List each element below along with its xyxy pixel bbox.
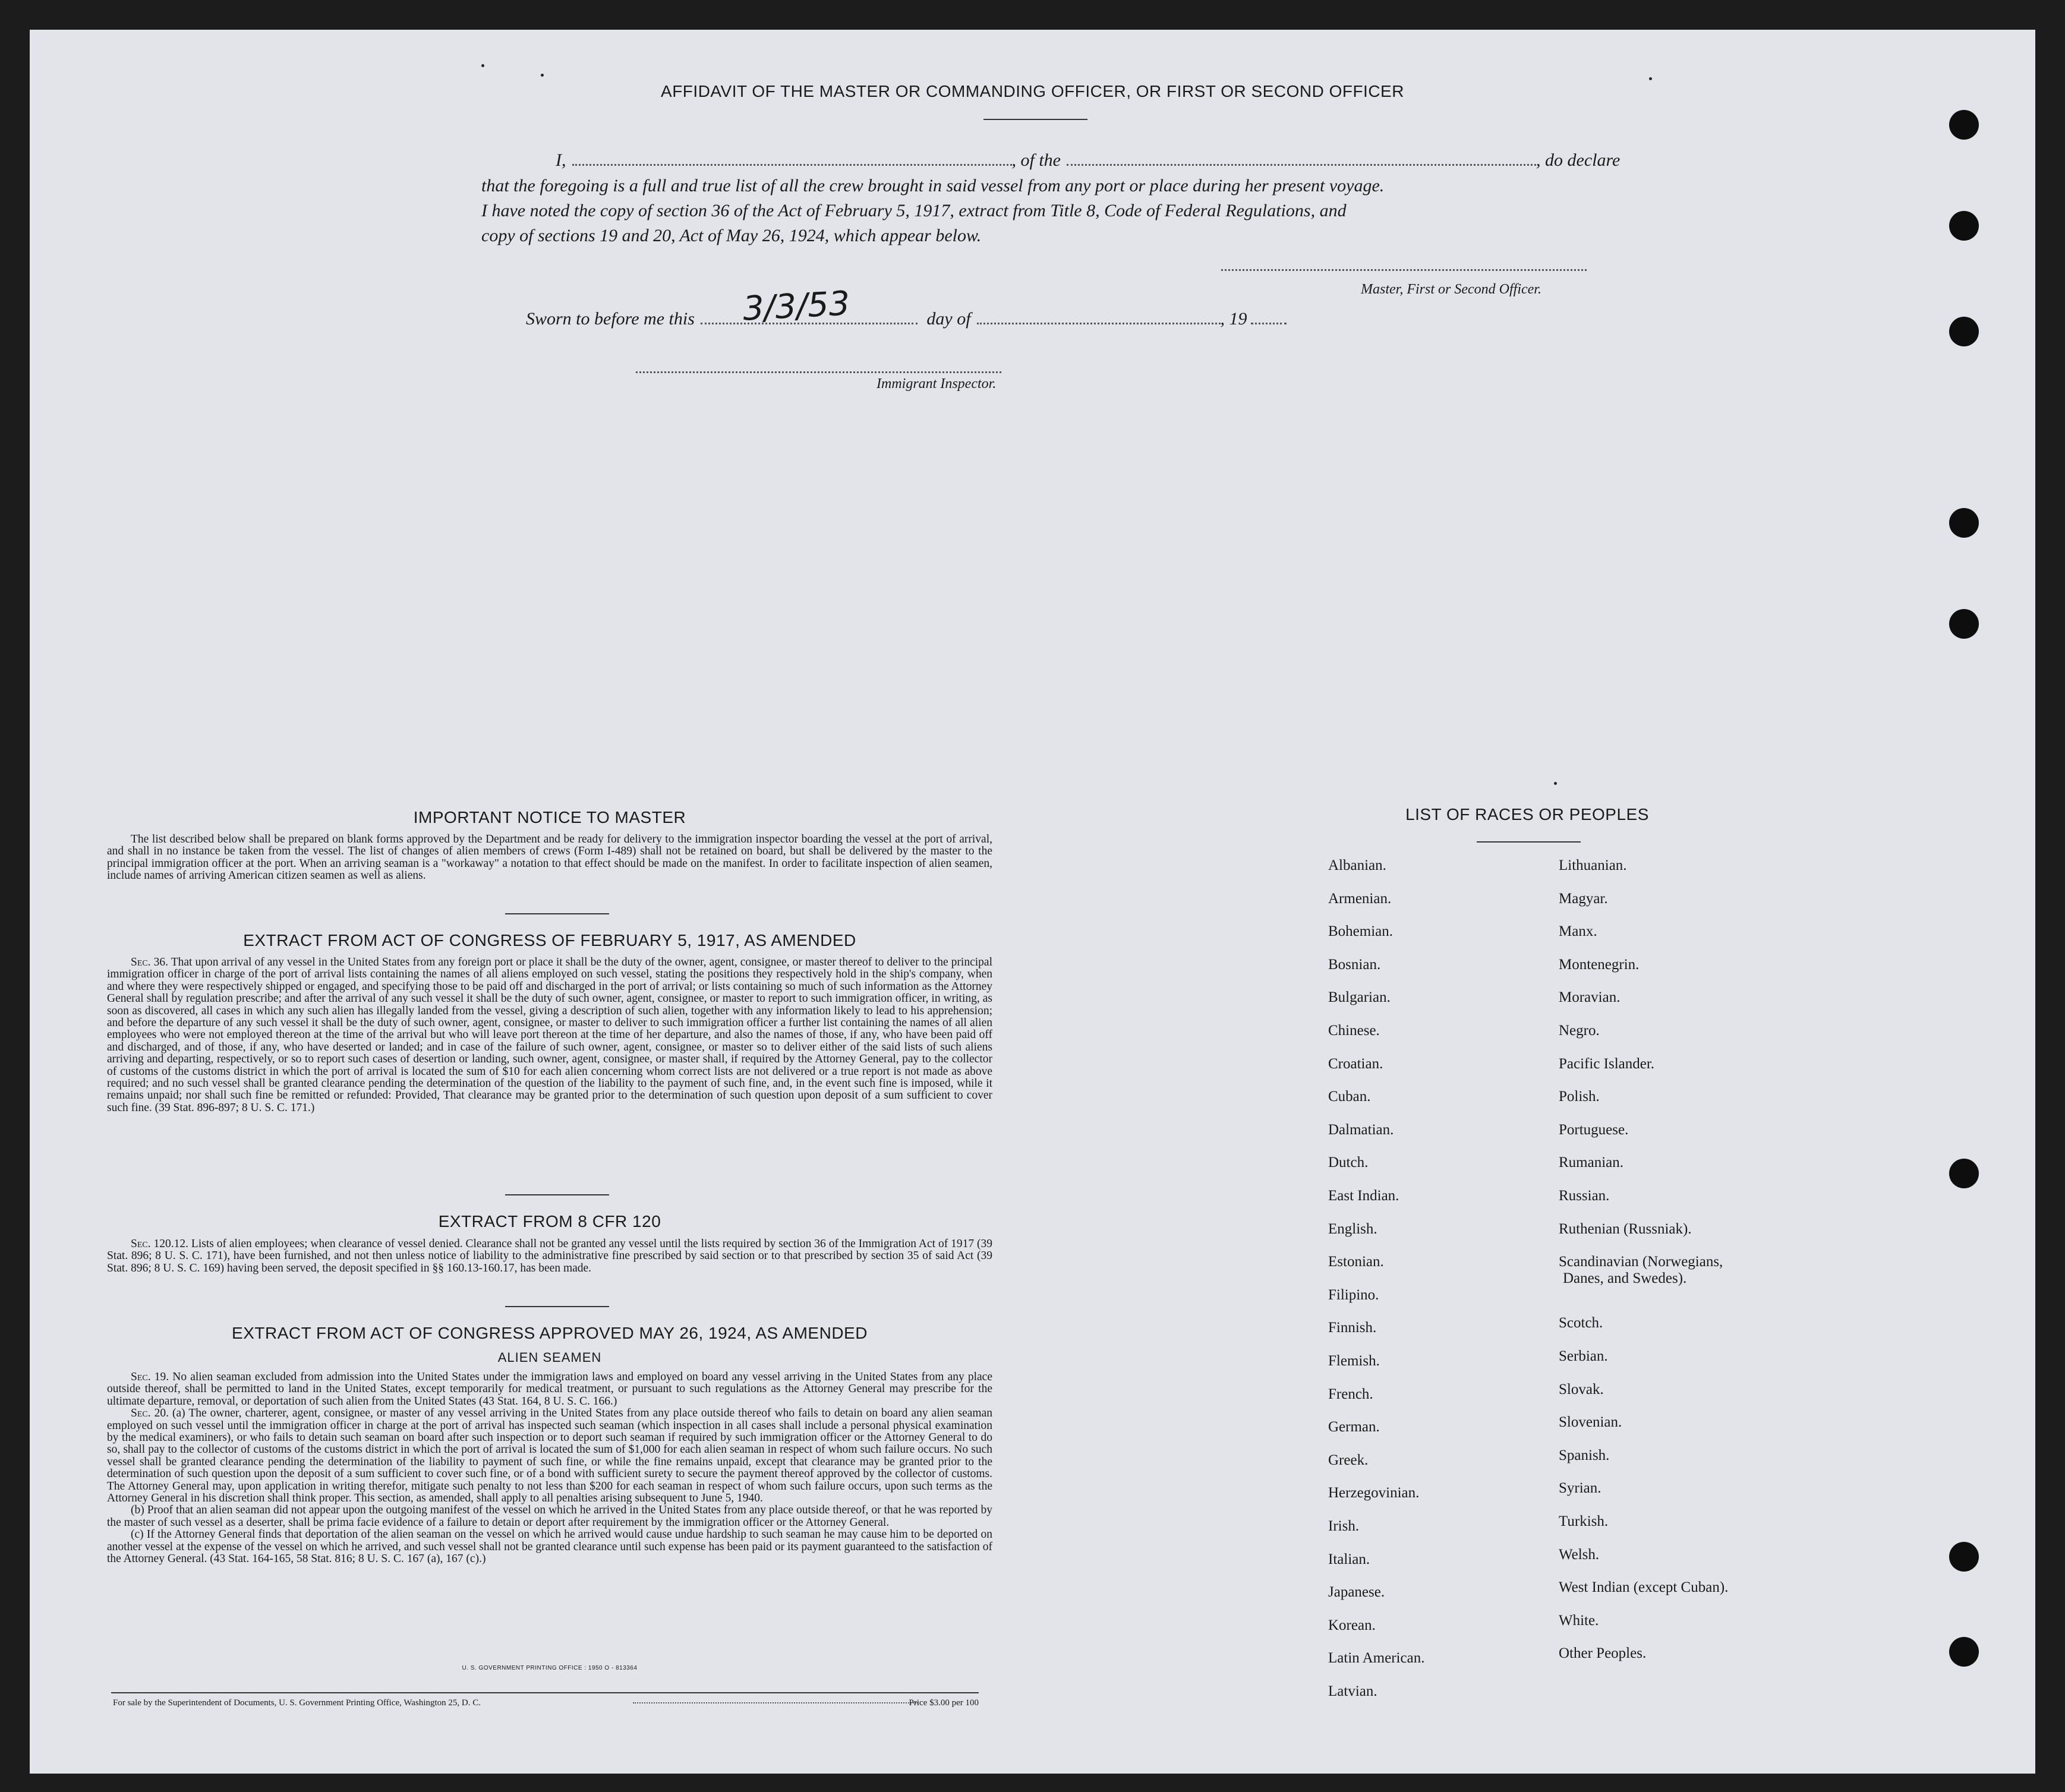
race-item: Irish. (1328, 1518, 1360, 1534)
footer-price-text: Price $3.00 per 100 (909, 1698, 979, 1708)
punch-hole (1949, 317, 1979, 346)
punch-hole (1949, 508, 1979, 538)
ink-speck (481, 64, 484, 67)
sec-20-label: Sec. 20. (131, 1407, 169, 1420)
handwritten-date: 3/3/53 (742, 284, 851, 329)
race-item: Finnish. (1328, 1320, 1377, 1336)
punch-hole (1949, 1159, 1979, 1188)
extract-cfr-block (107, 1238, 992, 1274)
race-item: Manx. (1559, 923, 1597, 940)
sworn-line (526, 309, 1287, 329)
race-item: Negro. (1559, 1023, 1600, 1039)
race-item: Turkish. (1559, 1513, 1609, 1529)
race-item: Korean. (1328, 1617, 1376, 1633)
race-item: Slovak. (1559, 1381, 1604, 1397)
race-item: Serbian. (1559, 1348, 1608, 1364)
master-signature-line (1221, 269, 1587, 271)
affidavit-of-the: , of the (1011, 150, 1061, 170)
footer-rule (111, 1692, 979, 1693)
race-item: Slovenian. (1559, 1414, 1622, 1431)
sworn-text: Sworn to before me this (526, 309, 695, 329)
footer-leader-dots (633, 1702, 918, 1703)
sec-36-body: That upon arrival of any vessel in the United States from any foreign port or place it shall be the duty of the owner, agent, consignee, or master thereof to deliver to the principal immigration officer in charge of the port of arrival lists containing the names of all aliens employed on such vessel, stating the positions they respectively hold in the ship's company, when and where they were respectively shipped or engaged, and specifying those to be paid off and discharged in the port of arrival; or lists containing so much of such information as the Attorney General shall by regulation prescribe; and after the arrival of any such vessel it shall be the duty of such owner, agent, consignee, or master to report to such immigration officer, in writing, as soon as discovered, all cases in which any such alien has illegally landed from the vessel, giving a description of such alien, together with any information likely to lead to his apprehension; and before the departure of any such vessel it shall be the duty of such owner, agent, consignee, or master to deliver to such immigration officer a further list containing the names of all alien employees who were not employed thereon at the time of the arrival but who will leave port thereon at the time of her departure, and also the names of those, if any, who have been paid off and discharged, and of those, if any, who have deserted or landed; and in case of the failure of such owner, agent, consignee, or master so to deliver either of the said lists of such aliens arriving and departing, respectively, or so to report such cases of desertion or landing, such owner, agent, consignee, or master shall, if required by the Attorney General, pay to the collector of customs of the customs district in which the port of arrival is located the sum of $10 for each alien concerning whom correct lists are not delivered or a true report is not made as above required; and no such vessel shall be granted clearance pending the determination of the question of the liability to the payment of such fine, and, in the event such fine is imposed, while it remains unpaid; nor shall such fine be remitted or refunded: Provided, That clearance may be granted prior to the determination of such question upon deposit of a sum sufficient to cover such fine. (39 Stat. 896-897; 8 U. S. C. 171.) (107, 956, 992, 1114)
race-item: Estonian. (1328, 1254, 1384, 1270)
affidavit-line-4: copy of sections 19 and 20, Act of May 26, 1924, which appear below. (481, 226, 982, 245)
affidavit-line-3: I have noted the copy of section 36 of the Act of February 5, 1917, extract from Title 8, Code of Federal Regulations, and (481, 201, 1347, 220)
title-divider (983, 119, 1087, 120)
race-item: Italian. (1328, 1551, 1370, 1567)
section-divider (505, 913, 609, 914)
race-item: Bulgarian. (1328, 989, 1391, 1006)
race-item: Ruthenian (Russniak). (1559, 1220, 1692, 1237)
race-item: Albanian. (1328, 857, 1386, 873)
race-item: Polish. (1559, 1089, 1600, 1105)
nineteen-text: , 19 (1220, 309, 1247, 329)
extract-1924-title: EXTRACT FROM ACT OF CONGRESS APPROVED MAY 26, 1924, AS AMENDED (232, 1324, 868, 1342)
race-item: Portuguese. (1559, 1121, 1629, 1138)
master-label: Master, First or Second Officer. (1361, 282, 1541, 297)
race-item: Lithuanian. (1559, 857, 1627, 873)
sec-120-body: Lists of alien employees; when clearance of vessel denied. Clearance shall not be granted any vessel until the lists required by section 36 of the Immigration Act of 1917 (39 Stat. 896; 8 U. S. C. 171), have been furnished, and not then unless notice of liability to the administrative fine prescribed by said section or to that prescribed by section 35 of said Act (39 Stat. 896; 8 U. S. C. 169) having been served, the deposit specified in §§ 160.13-160.17, has been made. (107, 1238, 992, 1274)
extract-1917-block (107, 957, 992, 1114)
inspector-signature-line (636, 371, 1001, 373)
affidavit-line-2: that the foregoing is a full and true list of all the crew brought in said vessel from any port or place during her present voyage. (481, 176, 1385, 195)
race-item: German. (1328, 1419, 1380, 1436)
footer-sale-text: For sale by the Superintendent of Documents, U. S. Government Printing Office, Washington 25, D. C. (113, 1698, 481, 1708)
race-item: Montenegrin. (1559, 956, 1640, 973)
race-item: Rumanian. (1559, 1154, 1624, 1171)
race-item: Japanese. (1328, 1584, 1385, 1601)
notice-title: IMPORTANT NOTICE TO MASTER (413, 808, 686, 826)
extract-1917-title: EXTRACT FROM ACT OF CONGRESS OF FEBRUARY 5, 1917, AS AMENDED (243, 931, 856, 949)
race-item: Herzegovinian. (1328, 1485, 1420, 1501)
ink-speck (541, 74, 544, 77)
race-item: West Indian (except Cuban). (1559, 1579, 1729, 1596)
notice-body-block (107, 834, 992, 882)
race-item: Dutch. (1328, 1154, 1369, 1171)
notice-body: The list described below shall be prepared on blank forms approved by the Department and be ready for delivery to the immigration inspector boarding the vessel at the port of arrival, and shall in no instance be taken from the vessel. The list of changes of alien members of crews (Form I-489) shall not be retained on board, but shall be delivered by the master to the principal immigration officer at the port. When an arriving seaman is a "workaway" a notation to that effect should be made on the manifest. In order to facilitate inspection of alien seamen, include names of arriving American citizen seamen as well as aliens. (107, 833, 992, 882)
race-item: Bosnian. (1328, 956, 1381, 973)
race-item: Bohemian. (1328, 923, 1394, 940)
sec-36-label: Sec. 36. (131, 956, 169, 968)
sec-20a-body: (a) The owner, charterer, agent, consignee, or master of any vessel arriving in the United States from any place outside thereof who fails to detain on board any alien seaman employed on such vessel until the immigration officer in charge at the port of arrival has inspected such seaman (which inspection in all cases shall include a personal physical examination by the medical examiners), or who fails to detain such seaman on board after such inspection or to deport such seaman if required by such immigration officer or the Attorney General to do so, shall pay to the collector of customs of the customs district in which the port of arrival is located the sum of $1,000 for each alien seaman in respect of whom such failure occurs. No such vessel shall be granted clearance pending the determination of the liability to payment of such fine, or while the fine remains unpaid, except that clearance may be granted prior to the determination of such question upon the deposit of a sum sufficient to cover such fine, or of a bond with sufficient surety to secure the payment thereof approved by the collector of customs. The Attorney General may, upon application in writing therefor, mitigate such penalty to not less than $200 for each seaman in respect of whom such failure occurs, upon such terms as the Attorney General in his discretion shall think proper. This section, as amended, shall apply to all penalties arising subsequent to June 5, 1940. (107, 1407, 992, 1505)
races-divider (1477, 841, 1581, 843)
extract-cfr-title: EXTRACT FROM 8 CFR 120 (438, 1212, 661, 1231)
name-blank (572, 158, 1012, 166)
race-item: Syrian. (1559, 1480, 1601, 1497)
race-item: Scotch. (1559, 1315, 1603, 1332)
race-item: Armenian. (1328, 890, 1392, 907)
affidavit-line-1 (556, 150, 1620, 171)
race-item: Magyar. (1559, 890, 1608, 907)
affidavit-declare: , do declare (1536, 150, 1621, 170)
form-sheet (30, 30, 2035, 1774)
sec-19-label: Sec. 19. (131, 1371, 169, 1383)
month-blank (977, 317, 1221, 324)
race-item: East Indian. (1328, 1188, 1399, 1204)
race-item: English. (1328, 1220, 1377, 1237)
races-title: LIST OF RACES OR PEOPLES (1405, 805, 1649, 824)
section-divider (505, 1194, 609, 1195)
race-item: French. (1328, 1386, 1373, 1402)
vessel-blank (1067, 158, 1536, 166)
race-item: Welsh. (1559, 1546, 1600, 1563)
race-item: Scandinavian (Norwegians, (1559, 1254, 1723, 1270)
punch-hole (1949, 1637, 1979, 1667)
race-item: Russian. (1559, 1188, 1610, 1204)
affidavit-i: I, (556, 150, 566, 170)
race-item: Croatian. (1328, 1055, 1383, 1072)
race-item: Spanish. (1559, 1447, 1610, 1463)
year-blank (1251, 317, 1287, 324)
sec-20c-body: (c) If the Attorney General finds that deportation of the alien seaman on the vessel on which he arrived would cause undue hardship to such seaman he may cause him to be deported on another vessel at the expense of the vessel on which he arrived, and such vessel shall not be granted clearance until such expense has been paid or its payment guaranteed to the satisfaction of the Attorney General. (43 Stat. 164-165, 58 Stat. 816; 8 U. S. C. 167 (a), 167 (c).) (107, 1528, 992, 1566)
sec-20b-body: (b) Proof that an alien seaman did not appear upon the outgoing manifest of the vessel on which he arrived in the United States from any place outside thereof, or that he was reported by the master of such vessel as a deserter, shall be prima facie evidence of a failure to detain or deport after requirement by the immigration officer or the Attorney General. (107, 1504, 992, 1529)
affidavit-title: AFFIDAVIT OF THE MASTER OR COMMANDING OFFICER, OR FIRST OR SECOND OFFICER (661, 82, 1404, 100)
punch-hole (1949, 110, 1979, 140)
race-item: Other Peoples. (1559, 1645, 1647, 1662)
race-item: Latvian. (1328, 1683, 1377, 1699)
race-item: Greek. (1328, 1452, 1369, 1468)
punch-hole (1949, 609, 1979, 639)
alien-seamen-subtitle: ALIEN SEAMEN (497, 1350, 602, 1365)
race-item: White. (1559, 1612, 1599, 1629)
race-item: Chinese. (1328, 1023, 1380, 1039)
section-divider (505, 1306, 609, 1307)
race-item: Danes, and Swedes). (1563, 1270, 1687, 1286)
inspector-label: Immigrant Inspector. (877, 376, 997, 392)
race-item: Flemish. (1328, 1353, 1380, 1369)
extract-1924-block (107, 1371, 992, 1566)
race-item: Moravian. (1559, 989, 1621, 1006)
sec-120-label: Sec. 120.12. (131, 1238, 189, 1250)
race-item: Latin American. (1328, 1650, 1425, 1667)
punch-hole (1949, 1542, 1979, 1572)
race-item: Filipino. (1328, 1286, 1379, 1303)
printing-office-note: U. S. GOVERNMENT PRINTING OFFICE : 1950 O - 813364 (462, 1665, 638, 1671)
ink-speck (1554, 782, 1557, 785)
sec-19-body: No alien seaman excluded from admission into the United States under the immigration laws and employed on board any vessel arriving in the United States from any place outside thereof, shall be permitted to land in the United States, except temporarily for medical treatment, or pursuant to such regulations as the Attorney General may prescribe for the ultimate departure, removal, or deportation of such alien from the United States (43 Stat. 164, 8 U. S. C. 166.) (107, 1371, 992, 1408)
race-item: Dalmatian. (1328, 1121, 1394, 1138)
race-item: Cuban. (1328, 1089, 1371, 1105)
day-of-text: day of (926, 309, 971, 329)
race-item: Pacific Islander. (1559, 1055, 1655, 1072)
ink-speck (1649, 77, 1652, 80)
punch-hole (1949, 211, 1979, 241)
